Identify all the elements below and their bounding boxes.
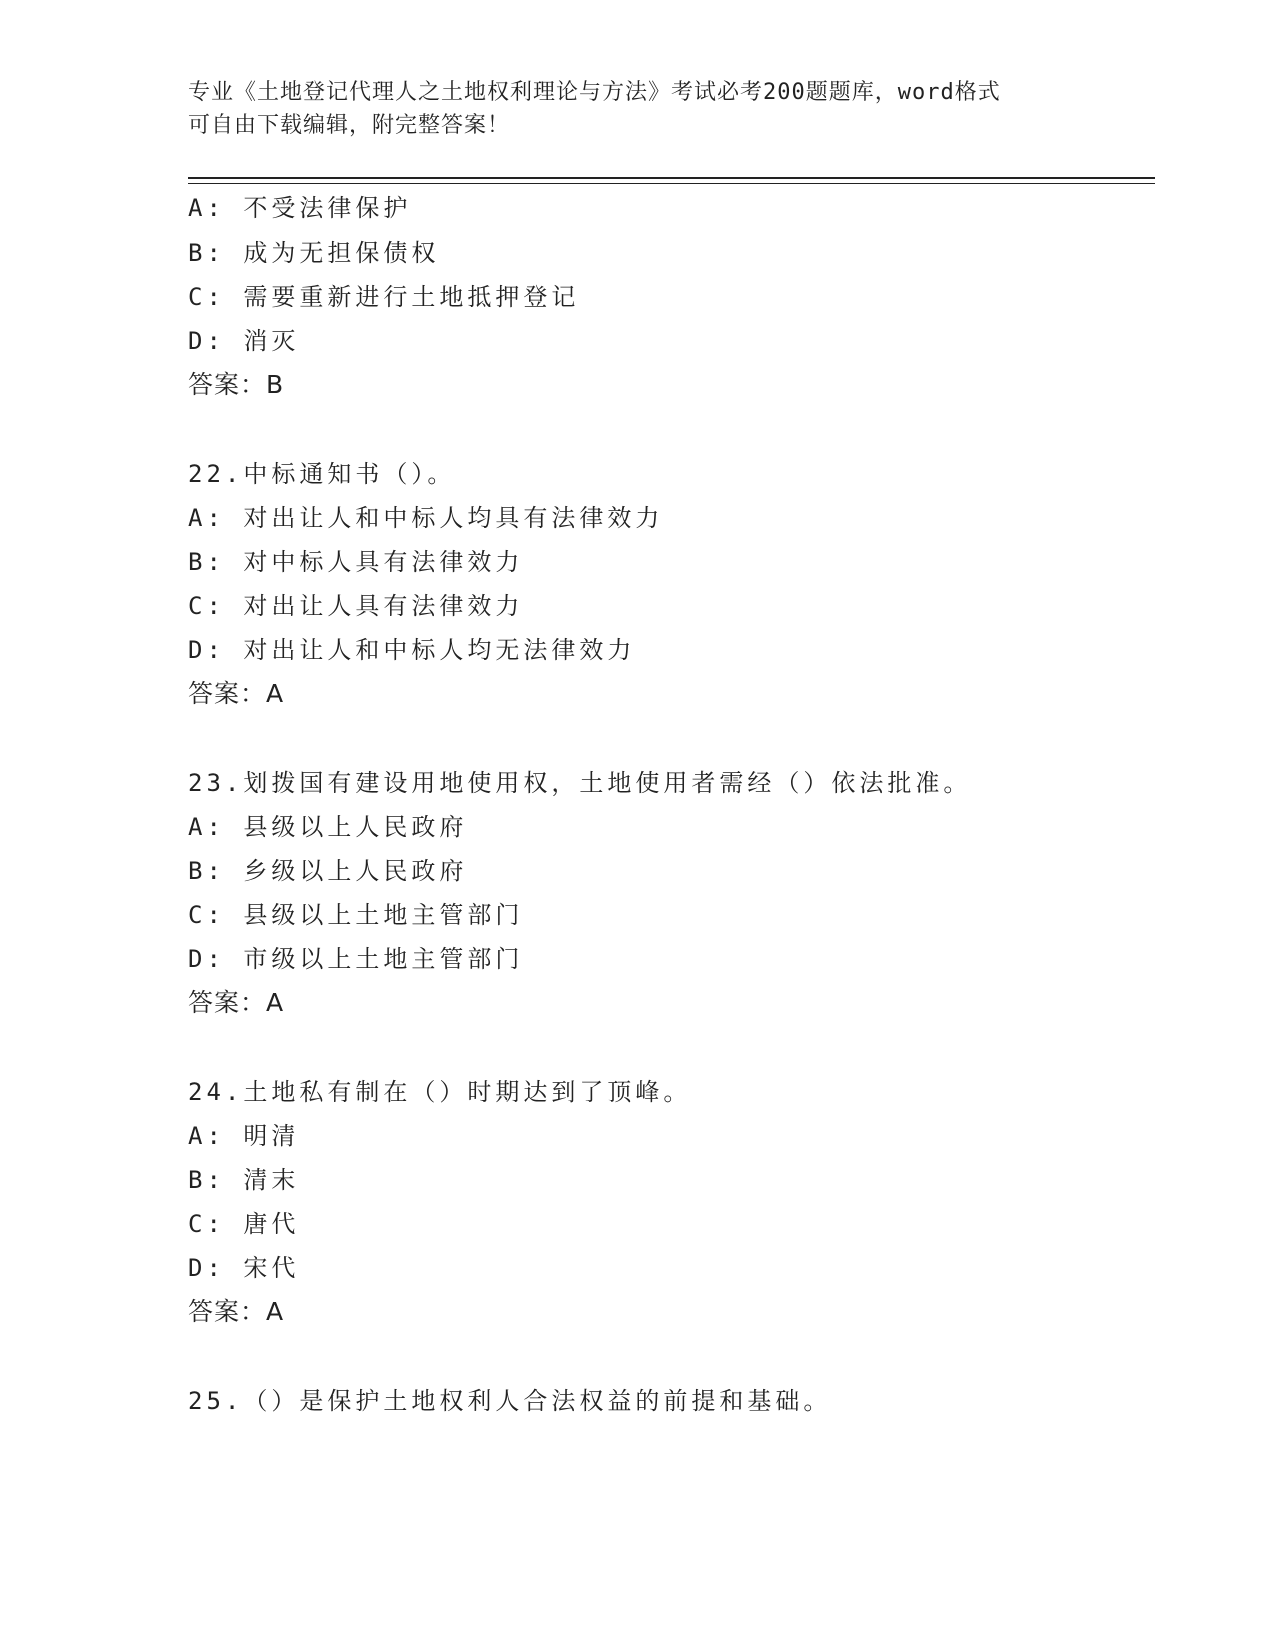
q21-option-d: D: 消灭 (188, 327, 300, 355)
header-line-1: 专业《土地登记代理人之土地权利理论与方法》考试必考200题题库，word格式 (188, 80, 1001, 105)
q23-answer: 答案：A (188, 988, 285, 1017)
q23-option-c: C: 县级以上土地主管部门 (188, 901, 524, 929)
q21-answer: 答案：B (188, 370, 285, 399)
q25-stem: 25.（）是保护土地权利人合法权益的前提和基础。 (188, 1387, 832, 1415)
q24-option-b: B: 清末 (188, 1166, 300, 1194)
header-line-2: 可自由下载编辑，附完整答案！ (188, 113, 511, 138)
q24-option-d: D: 宋代 (188, 1254, 300, 1282)
q22-option-b: B: 对中标人具有法律效力 (188, 548, 524, 576)
q22-option-a: A: 对出让人和中标人均具有法律效力 (188, 504, 664, 532)
q23-option-a: A: 县级以上人民政府 (188, 813, 468, 841)
q24-answer: 答案：A (188, 1297, 285, 1326)
q21-option-c: C: 需要重新进行土地抵押登记 (188, 283, 580, 311)
q23-option-b: B: 乡级以上人民政府 (188, 857, 468, 885)
q24-option-c: C: 唐代 (188, 1210, 300, 1238)
q23-stem: 23.划拨国有建设用地使用权，土地使用者需经（）依法批准。 (188, 769, 972, 797)
document-header (188, 76, 1088, 142)
q22-option-c: C: 对出让人具有法律效力 (188, 592, 524, 620)
q23-option-d: D: 市级以上土地主管部门 (188, 945, 524, 973)
q22-stem: 22.中标通知书（）。 (188, 460, 456, 488)
q21-option-a: A: 不受法律保护 (188, 194, 412, 222)
q24-stem: 24.土地私有制在（）时期达到了顶峰。 (188, 1078, 692, 1106)
q24-option-a: A: 明清 (188, 1122, 300, 1150)
q22-answer: 答案：A (188, 679, 285, 708)
header-divider-thick (188, 177, 1155, 179)
q22-option-d: D: 对出让人和中标人均无法律效力 (188, 636, 636, 664)
q21-option-b: B: 成为无担保债权 (188, 239, 440, 267)
header-divider-thin (188, 183, 1155, 184)
